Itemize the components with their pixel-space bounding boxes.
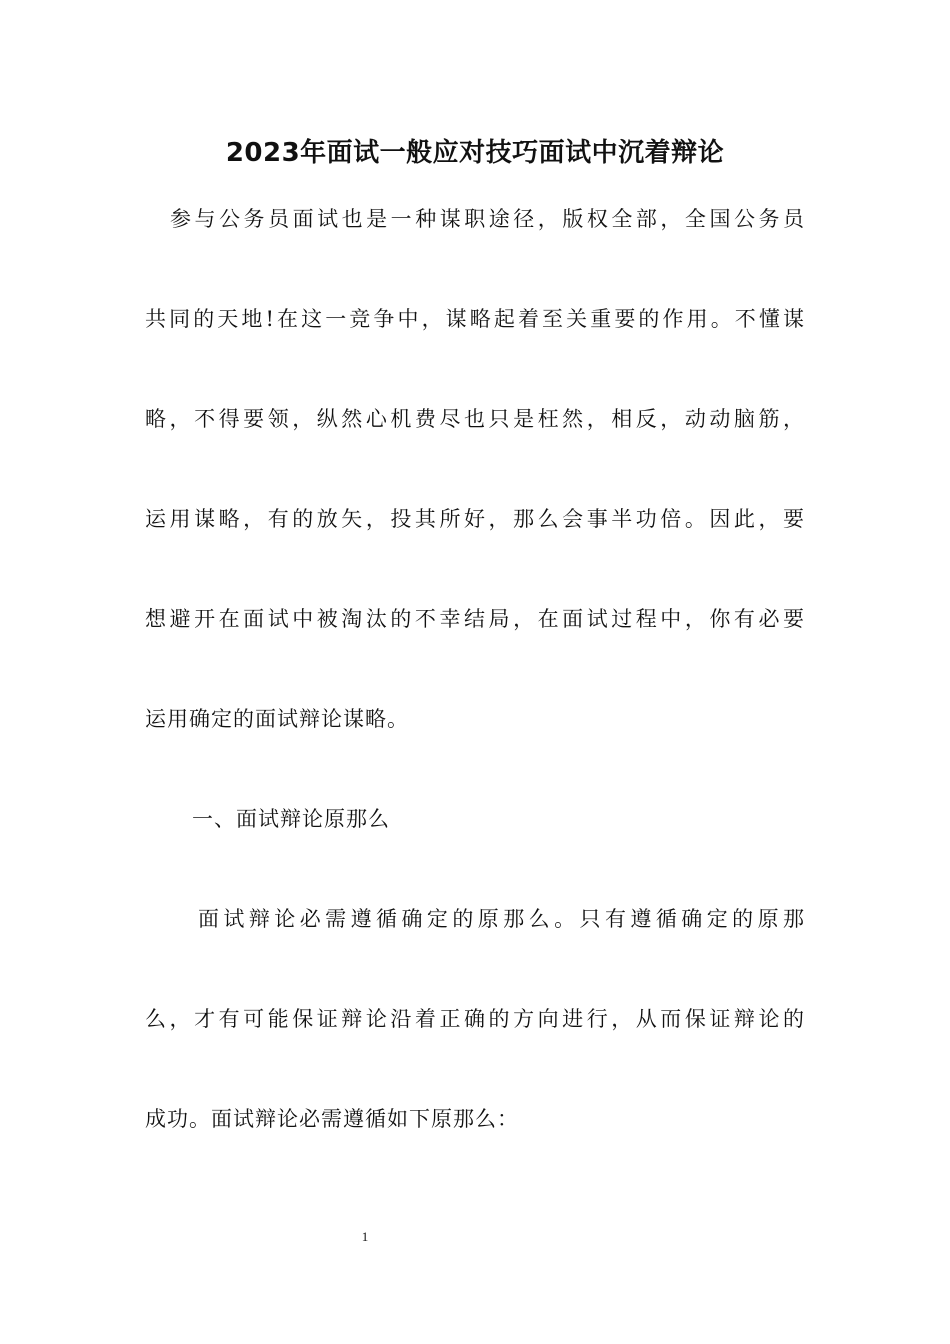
page-number: 1	[361, 1229, 369, 1244]
paragraph-2-line-2: 么，才有可能保证辩论沿着正确的方向进行，从而保证辩论的	[145, 1007, 805, 1031]
paragraph-1-line-5: 想避开在面试中被淘汰的不幸结局，在面试过程中，你有必要	[145, 607, 805, 631]
paragraph-2-line-1: 面试辩论必需遵循确定的原那么。只有遵循确定的原那	[198, 907, 805, 931]
paragraph-1-line-3: 略，不得要领，纵然心机费尽也只是枉然，相反，动动脑筋，	[145, 407, 805, 431]
paragraph-2-line-3: 成功。面试辩论必需遵循如下原那么：	[145, 1107, 519, 1131]
paragraph-1-line-6: 运用确定的面试辩论谋略。	[145, 707, 409, 731]
paragraph-1-line-1: 参与公务员面试也是一种谋职途径，版权全部，全国公务员	[170, 207, 805, 231]
paragraph-1-line-2: 共同的天地!在这一竞争中，谋略起着至关重要的作用。不懂谋	[145, 307, 805, 331]
paragraph-1-line-4: 运用谋略，有的放矢，投其所好，那么会事半功倍。因此，要	[145, 507, 805, 531]
document-title: 2023年面试一般应对技巧面试中沉着辩论	[225, 138, 725, 168]
section-heading: 一、面试辩论原那么	[192, 807, 390, 831]
